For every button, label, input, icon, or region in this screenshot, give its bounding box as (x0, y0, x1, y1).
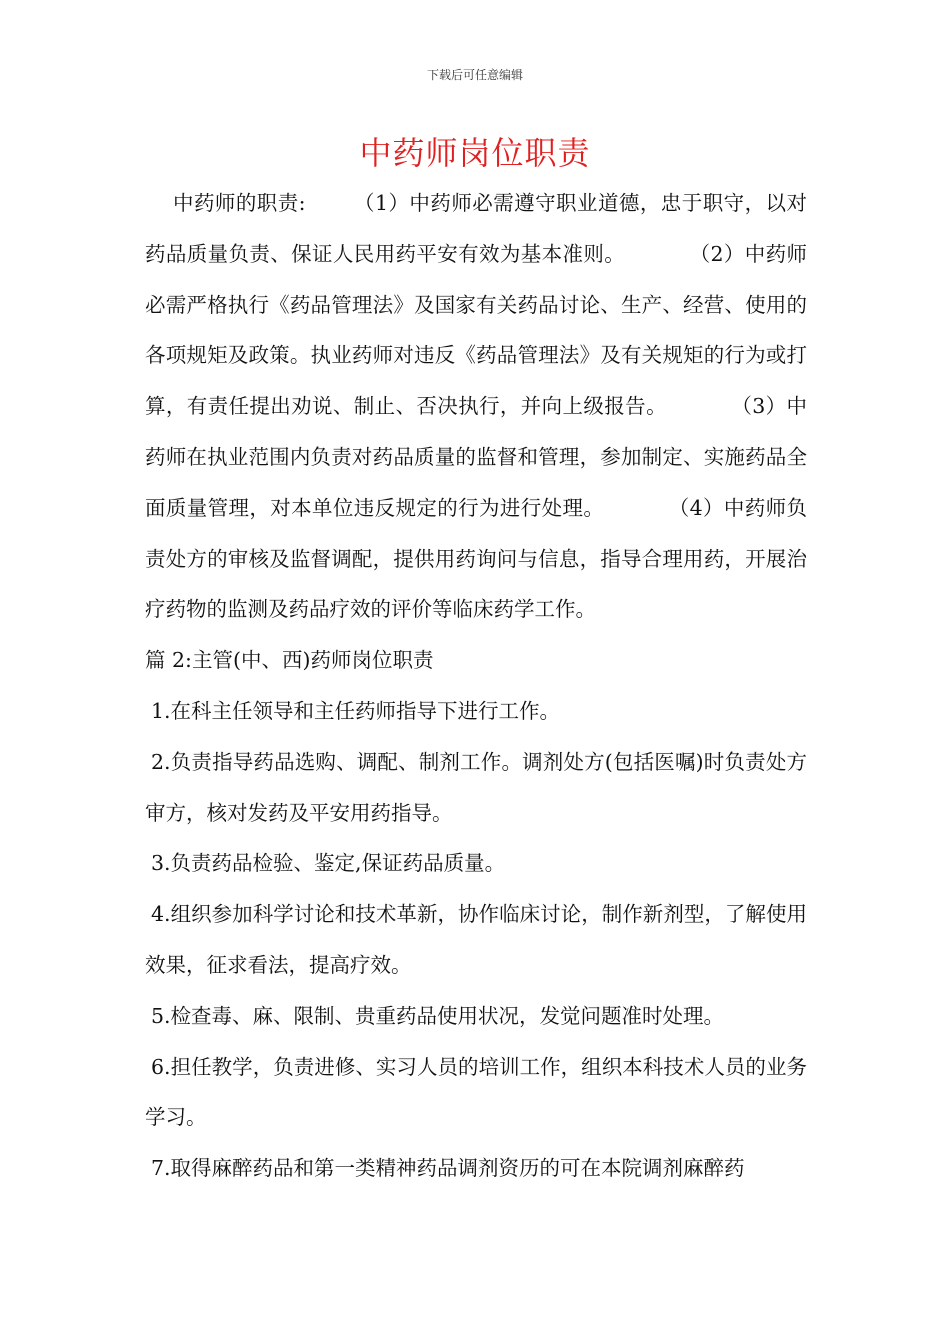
section2-heading: 篇 2:主管(中、西)药师岗位职责 (145, 648, 434, 673)
header-note: 下载后可任意编辑 (426, 68, 523, 82)
list-item: 7.取得麻醉药品和第一类精神药品调剂资历的可在本院调剂麻醉药 (151, 1156, 745, 1181)
duty-3: （3）中药师在执业范围内负责对药品质量的监督和管理，参加制定、实施药品全面质量管理，对本单位违反规定的行为进行处理。 (145, 394, 808, 520)
list-item: 3.负责药品检验、鉴定,保证药品质量。 (151, 851, 506, 876)
list-item: 1.在科主任领导和主任药师指导下进行工作。 (151, 698, 561, 723)
intro-paragraph (145, 178, 807, 635)
intro-label: 中药师的职责: (173, 191, 306, 215)
duty-1: （1）中药师必需遵守职业道德，忠于职守，以对药品质量负责、保证人民用药平安有效为基本准则。 (145, 191, 807, 266)
document-title: 中药师岗位职责 (359, 134, 591, 172)
list-item: 2.负责指导药品选购、调配、制剂工作。调剂处方(包括医嘱)时负责处方审方，核对发药及平安用药指导。 (145, 749, 807, 825)
document-body (145, 178, 807, 1194)
list-item: 6.担任教学，负责进修、实习人员的培训工作，组织本科技术人员的业务学习。 (145, 1054, 807, 1130)
list-item: 4.组织参加科学讨论和技术革新，协作临床讨论，制作新剂型，了解使用效果，征求看法，提高疗效。 (145, 902, 807, 977)
duty-4: （4）中药师负责处方的审核及监督调配，提供用药询问与信息，指导合理用药，开展治疗药物的监测及药品疗效的评价等临床药学工作。 (145, 495, 807, 622)
duty-2: （2）中药师必需严格执行《药品管理法》及国家有关药品讨论、生产、经营、使用的各项规矩及政策。执业药师对违反《药品管理法》及有关规矩的行为或打算，有责任提出劝说、制止、否决执行，并向上级报告。 (145, 241, 807, 419)
list-item: 5.检查毒、麻、限制、贵重药品使用状况，发觉问题准时处理。 (151, 1003, 725, 1028)
